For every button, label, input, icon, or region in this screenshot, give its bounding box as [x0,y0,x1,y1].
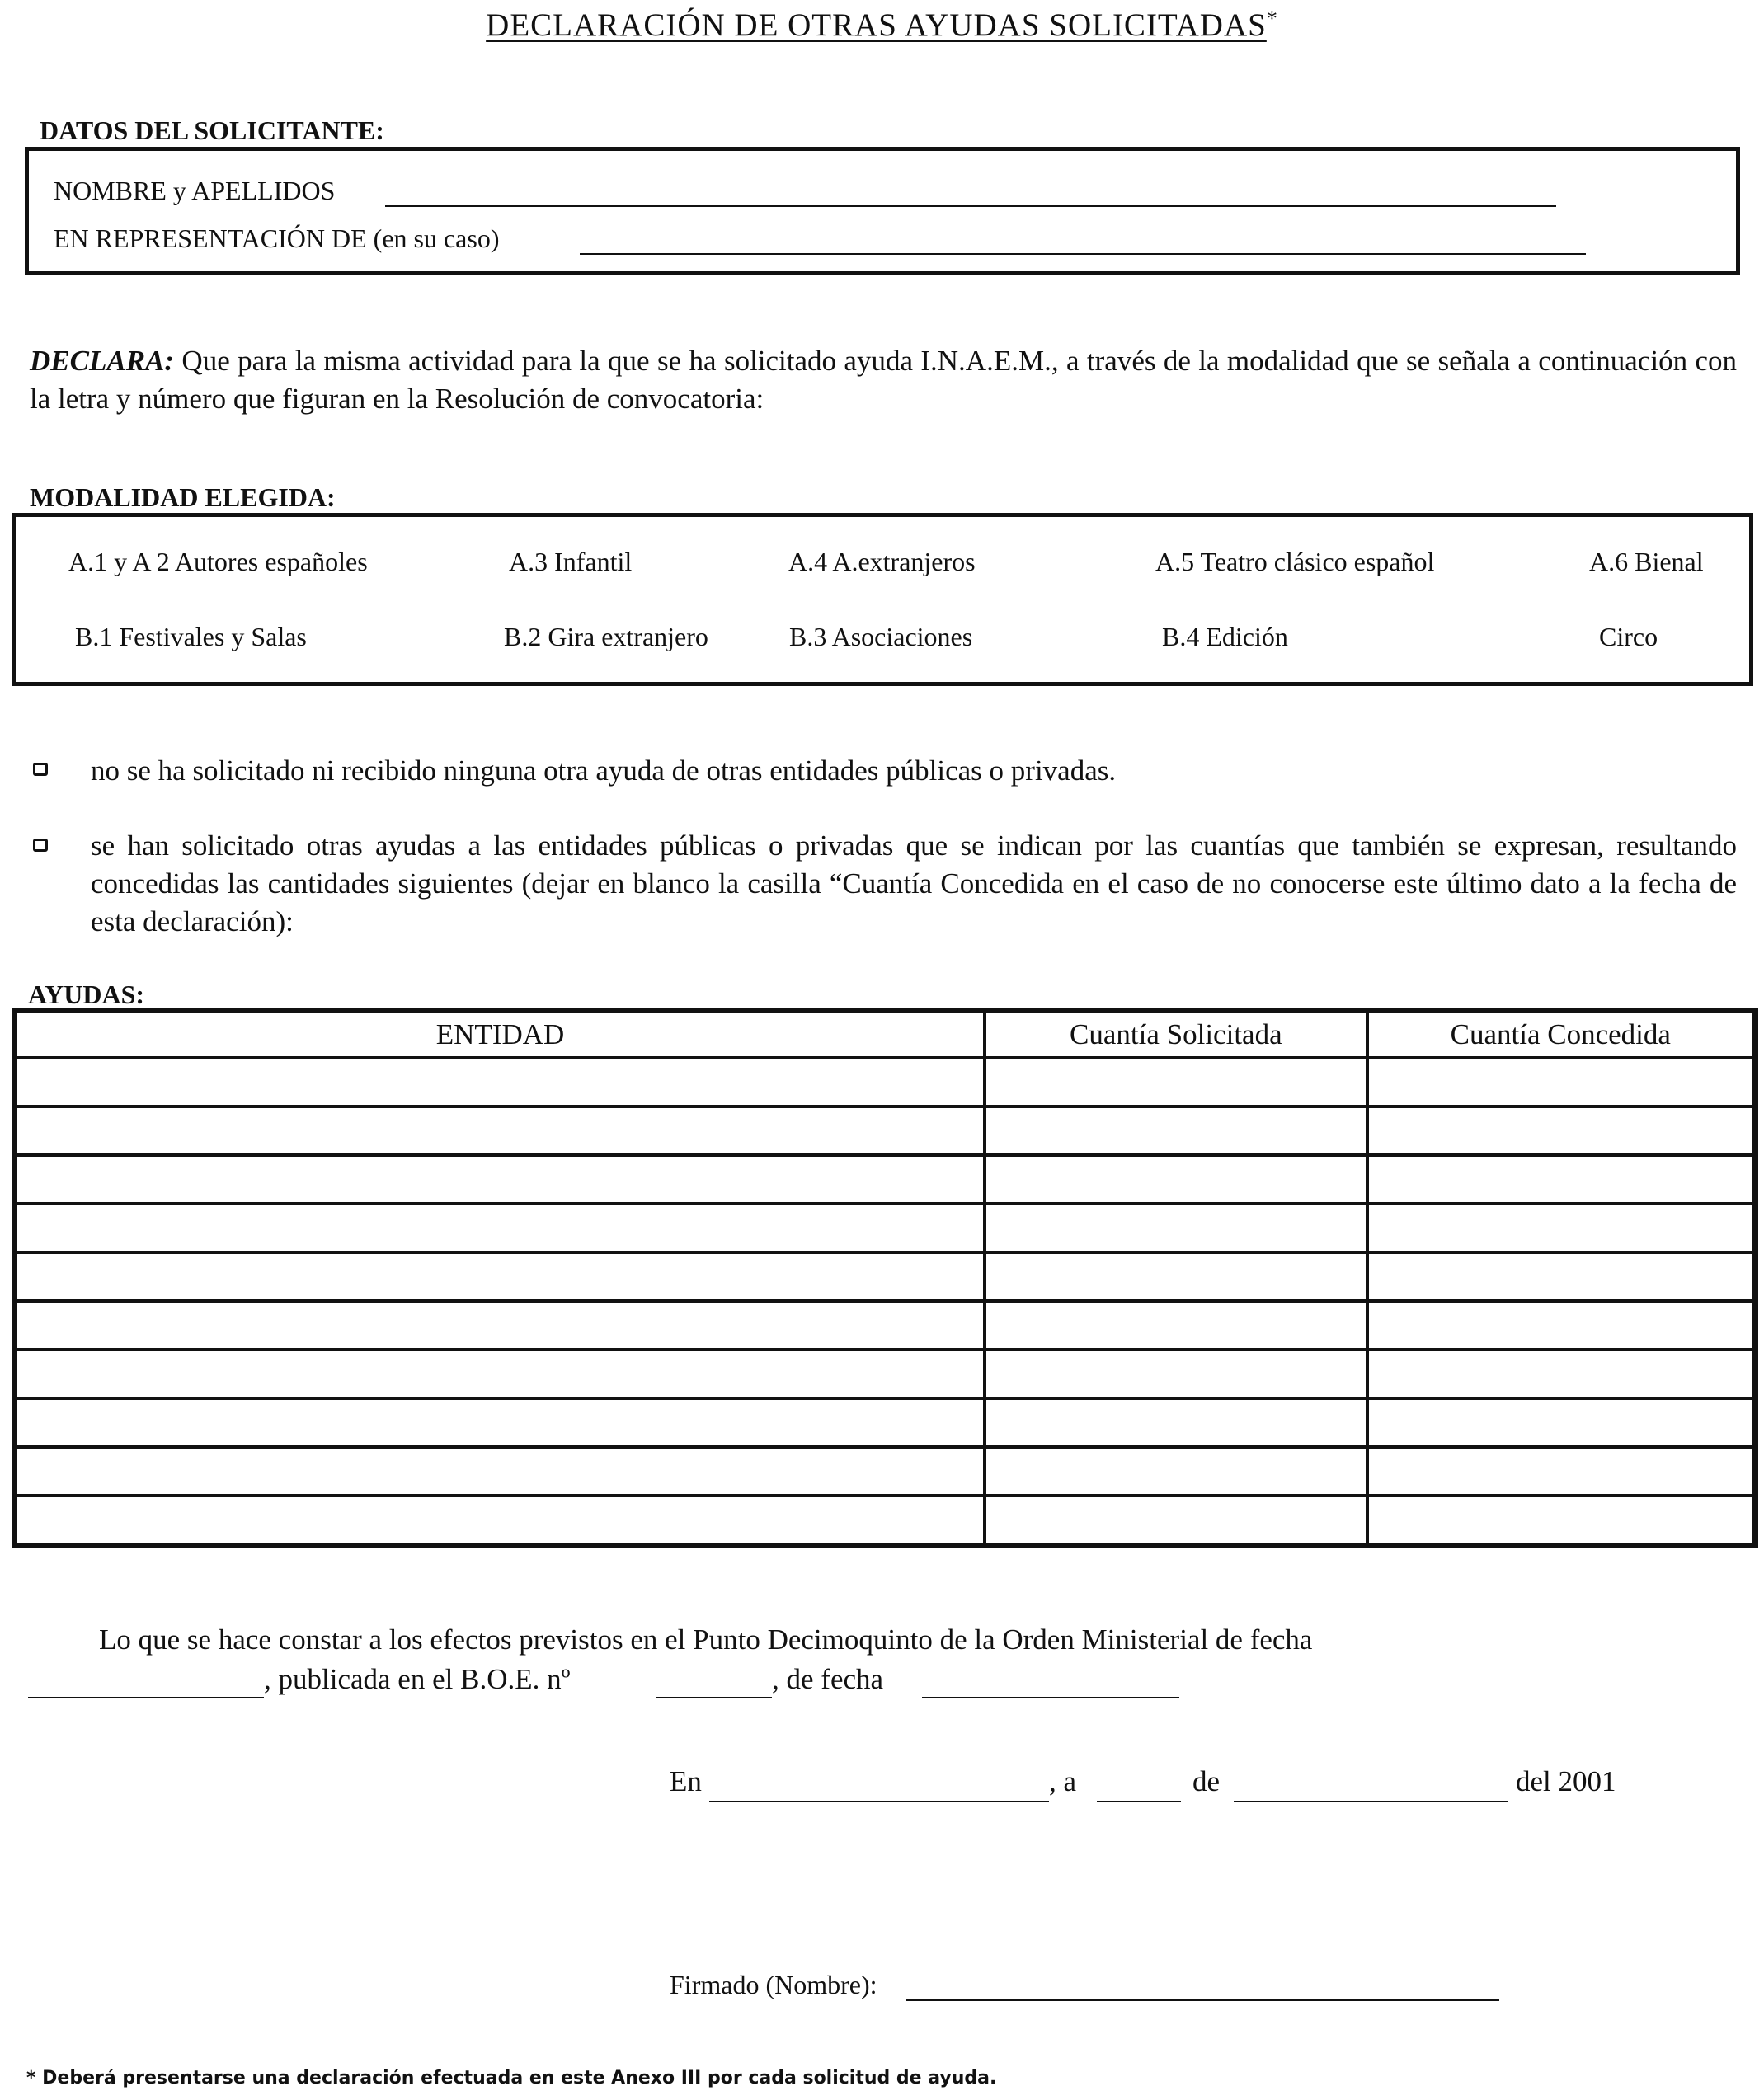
declaration-lead: DECLARA: [30,345,175,377]
name-field[interactable] [385,205,1556,207]
footnote: * Deberá presentarse una declaración efectuada en este Anexo III por cada solicitud de ayuda. [26,2068,997,2088]
place-a-label: , a [1049,1765,1077,1797]
option-none-text: no se ha solicitado ni recibido ninguna otra ayuda de otras entidades públicas o privadas. [91,754,1117,787]
concedida-cell[interactable] [1367,1204,1754,1252]
concedida-cell[interactable] [1367,1496,1754,1544]
concedida-cell[interactable] [1367,1447,1754,1496]
entidad-cell[interactable] [16,1252,985,1301]
concedida-cell[interactable] [1367,1398,1754,1447]
modality-a3[interactable]: A.3 Infantil [509,547,633,576]
option-other-text: se han solicitado otras ayudas a las entidades públicas o privadas que se indican por las cuantías que también se expresan, resultando concedidas las cantidades siguientes (dejar en blanco la casilla “Cuantía Concedida en el caso de no conocerse este último dato a la fecha de esta declaración): [91,829,1737,937]
declaration-text: Que para la misma actividad para la que se ha solicitado ayuda I.N.A.E.M., a través de la modalidad que se señala a continuación con la letra y número que figuran en la Resolución de convocatoria: [30,345,1737,415]
concedida-cell[interactable] [1367,1155,1754,1204]
entidad-cell[interactable] [16,1301,985,1350]
solicitada-cell[interactable] [985,1058,1367,1106]
entidad-cell[interactable] [16,1155,985,1204]
table-row [16,1155,1754,1204]
entidad-cell[interactable] [16,1350,985,1398]
table-row [16,1447,1754,1496]
place-de-label: de [1192,1765,1221,1797]
modality-a5[interactable]: A.5 Teatro clásico español [1155,547,1435,576]
modality-box [12,513,1753,686]
option-none-checkbox[interactable] [33,763,48,776]
closing-line1: Lo que se hace constar a los efectos previstos en el Punto Decimoquinto de la Orden Ministerial de fecha [99,1623,1313,1656]
solicitada-cell[interactable] [985,1155,1367,1204]
entidad-cell[interactable] [16,1496,985,1544]
name-label: NOMBRE y APELLIDOS [54,176,336,205]
ayudas-table-frame [12,1008,1758,1548]
representation-label: EN REPRESENTACIÓN DE (en su caso) [54,223,500,253]
table-row [16,1301,1754,1350]
declaration-paragraph [30,342,1737,418]
table-row [16,1252,1754,1301]
applicant-section-label: DATOS DEL SOLICITANTE: [40,115,384,145]
entidad-cell[interactable] [16,1058,985,1106]
representation-field[interactable] [580,253,1586,255]
year-label: del 2001 [1516,1765,1616,1797]
modality-b4[interactable]: B.4 Edición [1162,622,1288,651]
concedida-cell[interactable] [1367,1252,1754,1301]
table-row [16,1058,1754,1106]
concedida-cell[interactable] [1367,1350,1754,1398]
place-en-label: En [670,1765,702,1797]
solicitada-cell[interactable] [985,1301,1367,1350]
entidad-cell[interactable] [16,1106,985,1155]
header-cuantia-concedida: Cuantía Concedida [1367,1012,1754,1058]
month-field[interactable] [1234,1801,1508,1802]
day-field[interactable] [1097,1801,1181,1802]
solicitada-cell[interactable] [985,1447,1367,1496]
table-row [16,1204,1754,1252]
option-other-checkbox[interactable] [33,839,48,852]
place-field[interactable] [709,1801,1049,1802]
boe-number-field[interactable] [656,1697,772,1698]
solicitada-cell[interactable] [985,1496,1367,1544]
modality-a1-a2[interactable]: A.1 y A 2 Autores españoles [68,547,368,576]
modality-a6[interactable]: A.6 Bienal [1589,547,1704,576]
boe-date-field[interactable] [922,1697,1179,1698]
table-header-row [16,1012,1754,1058]
solicitada-cell[interactable] [985,1350,1367,1398]
title-asterisk: * [1266,7,1278,31]
applicant-box [25,147,1740,275]
modality-circo[interactable]: Circo [1599,622,1658,651]
ayudas-table [14,1010,1756,1546]
order-date-field[interactable] [28,1697,264,1698]
solicitada-cell[interactable] [985,1106,1367,1155]
title-text: DECLARACIÓN DE OTRAS AYUDAS SOLICITADAS [486,7,1267,43]
solicitada-cell[interactable] [985,1252,1367,1301]
header-entidad: ENTIDAD [16,1012,985,1058]
closing-published: , publicada en el B.O.E. nº [264,1663,571,1695]
header-cuantia-solicitada: Cuantía Solicitada [985,1012,1367,1058]
ayudas-section-label: AYUDAS: [28,980,145,1009]
modality-b2[interactable]: B.2 Gira extranjero [504,622,708,651]
modality-b3[interactable]: B.3 Asociaciones [789,622,973,651]
modality-b1[interactable]: B.1 Festivales y Salas [75,622,307,651]
page-title [0,7,1764,44]
closing-of-date: , de fecha [772,1663,884,1695]
entidad-cell[interactable] [16,1447,985,1496]
modality-section-label: MODALIDAD ELEGIDA: [30,482,336,512]
solicitada-cell[interactable] [985,1398,1367,1447]
table-row [16,1106,1754,1155]
entidad-cell[interactable] [16,1204,985,1252]
concedida-cell[interactable] [1367,1106,1754,1155]
solicitada-cell[interactable] [985,1204,1367,1252]
concedida-cell[interactable] [1367,1058,1754,1106]
concedida-cell[interactable] [1367,1301,1754,1350]
signature-field[interactable] [906,1999,1499,2001]
table-row [16,1496,1754,1544]
signature-label: Firmado (Nombre): [670,1970,877,1999]
entidad-cell[interactable] [16,1398,985,1447]
table-row [16,1350,1754,1398]
table-row [16,1398,1754,1447]
modality-a4[interactable]: A.4 A.extranjeros [788,547,976,576]
